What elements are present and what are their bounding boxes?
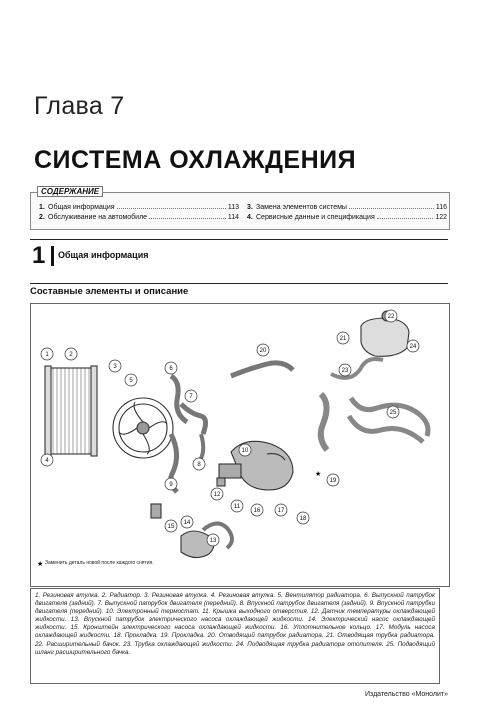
- callout: [387, 406, 399, 418]
- callout: [193, 458, 205, 470]
- callout-number: 25: [389, 410, 397, 416]
- callout: [385, 310, 397, 322]
- toc-item-text: Сервисные данные и спецификация: [256, 214, 375, 221]
- callout-number: 3: [113, 364, 117, 370]
- callout-number: 19: [329, 478, 337, 484]
- toc-item[interactable]: [39, 213, 239, 223]
- diagram-parts: [45, 311, 428, 558]
- toc-item[interactable]: [247, 213, 447, 223]
- callout: [181, 516, 193, 528]
- expansion-tank: [361, 318, 409, 356]
- callout: [165, 362, 177, 374]
- callout-number: 14: [183, 520, 191, 526]
- callout-number: 23: [341, 368, 349, 374]
- toc-item[interactable]: [247, 203, 447, 213]
- diagram-note: Заменить деталь новой после каждого снятия.: [45, 560, 154, 566]
- toc-item-text: Общая информация: [48, 204, 115, 211]
- callout: [251, 504, 263, 516]
- callout: [211, 488, 223, 500]
- toc-item-number: 4.: [247, 214, 253, 221]
- subsection-rule: [30, 283, 448, 284]
- toc-item-number: 3.: [247, 204, 253, 211]
- callout: [41, 454, 53, 466]
- callout-number: 20: [259, 348, 267, 354]
- toc-item-page: 116: [435, 204, 447, 211]
- callout-number: 4: [45, 458, 49, 464]
- callout: [327, 474, 339, 486]
- radiator-fins: [53, 368, 89, 454]
- toc-heading: СОДЕРЖАНИЕ: [37, 186, 103, 197]
- toc-item-page: 122: [435, 214, 447, 221]
- toc-item[interactable]: [39, 203, 239, 213]
- cooling-system-diagram: [30, 303, 450, 587]
- toc-item-number: 2.: [39, 214, 45, 221]
- toc-leader-dots: [349, 208, 434, 209]
- radiator-outlet-tube: [331, 359, 383, 378]
- callout-number: 11: [233, 504, 241, 510]
- callout: [407, 340, 419, 352]
- callout-number: 16: [253, 508, 261, 514]
- section-divider: [51, 246, 54, 266]
- callout-number: 21: [339, 336, 347, 342]
- callout: [239, 444, 251, 456]
- callout-number: 2: [69, 352, 73, 358]
- callout-number: 6: [169, 366, 173, 372]
- callout: [41, 348, 53, 360]
- subsection-title: Составные элементы и описание: [30, 286, 189, 297]
- coolant-pipe: [321, 394, 327, 450]
- section-rule-top: [30, 239, 448, 240]
- star-icon: ★: [315, 471, 322, 478]
- callout: [297, 512, 309, 524]
- callout-number: 24: [409, 344, 417, 350]
- toc-leader-dots: [149, 218, 226, 219]
- toc-column-right: [247, 203, 447, 223]
- callout: [165, 478, 177, 490]
- callout-number: 9: [169, 482, 173, 488]
- callout-number: 1: [45, 352, 49, 358]
- callout-number: 12: [213, 492, 221, 498]
- callout: [275, 504, 287, 516]
- star-icon: ★: [37, 561, 44, 568]
- publisher-footer: Издательство «Монолит»: [364, 691, 448, 698]
- callout: [185, 390, 197, 402]
- callout-number: 8: [197, 462, 201, 468]
- callout: [257, 344, 269, 356]
- callout: [109, 360, 121, 372]
- toc-item-page: 113: [227, 204, 239, 211]
- toc-item-number: 1.: [39, 204, 45, 211]
- radiator-outlet-hose: [231, 363, 293, 376]
- callout-number: 18: [299, 516, 307, 522]
- section-title: Общая информация: [58, 250, 149, 260]
- table-of-contents: [30, 187, 450, 230]
- callout-number: 17: [277, 508, 285, 514]
- chapter-title: СИСТЕМА ОХЛАЖДЕНИЯ: [34, 146, 357, 174]
- outlet-pipe-rear: [171, 376, 187, 422]
- callout: [207, 534, 219, 546]
- toc-leader-dots: [377, 218, 434, 219]
- toc-item-text: Замена элементов системы: [256, 204, 347, 211]
- diagram-drawing: [31, 304, 449, 586]
- callout-number: 7: [189, 394, 193, 400]
- callout: [231, 500, 243, 512]
- radiator-shape: [49, 368, 93, 454]
- callout: [339, 364, 351, 376]
- callout: [65, 348, 77, 360]
- callout: [165, 520, 177, 532]
- callout: [125, 374, 137, 386]
- callout: [337, 332, 349, 344]
- callout-number: 13: [209, 538, 217, 544]
- section-number: 1: [32, 242, 46, 269]
- callout-number: 10: [241, 448, 249, 454]
- toc-item-text: Обслуживание на автомобиле: [48, 214, 148, 221]
- callout-number: 22: [387, 314, 395, 320]
- callout-number: 5: [129, 378, 133, 384]
- chapter-label: Глава 7: [34, 92, 125, 120]
- toc-item-page: 114: [227, 214, 239, 221]
- diagram-legend: 1. Резиновая втулка. 2. Радиатор. 3. Резиновая втулка. 4. Резиновая втулка. 5. Вентилятор радиатора. 6. Выпускной патрубок двигателя (задний). 7. Выпускной патрубок двигателя (передний). 8. Впускной патрубок двигателя (задний). 9. Впускной патрубки двигателя (передний). 10. Электронный термостат. 11. Крышка выходного отверстия. 12. Датчик температуры охлаждающей жидкости. 13. Впускной патрубок электрического насоса охлаждающей жидкости. 14. Электрический насос охлаждающей жидкости. 15. Кронштейн электрического насоса охлаждающей жидкости. 16. Уплотнительное кольцо. 17. Модуль насоса охлаждающей жидкости. 18. Прокладка. 19. Прокладка. 20. Отводящий патрубок радиатора. 21. Отводящая трубка радиатора. 22. Расширительный бачок. 23. Трубка охлаждающей жидкости. 24. Подводящая трубка радиатора отопителя. 25. Подводящий шланг расширительного бачка.: [30, 588, 440, 684]
- toc-column-left: [39, 203, 239, 223]
- callout-number: 15: [167, 524, 175, 530]
- toc-leader-dots: [117, 208, 226, 209]
